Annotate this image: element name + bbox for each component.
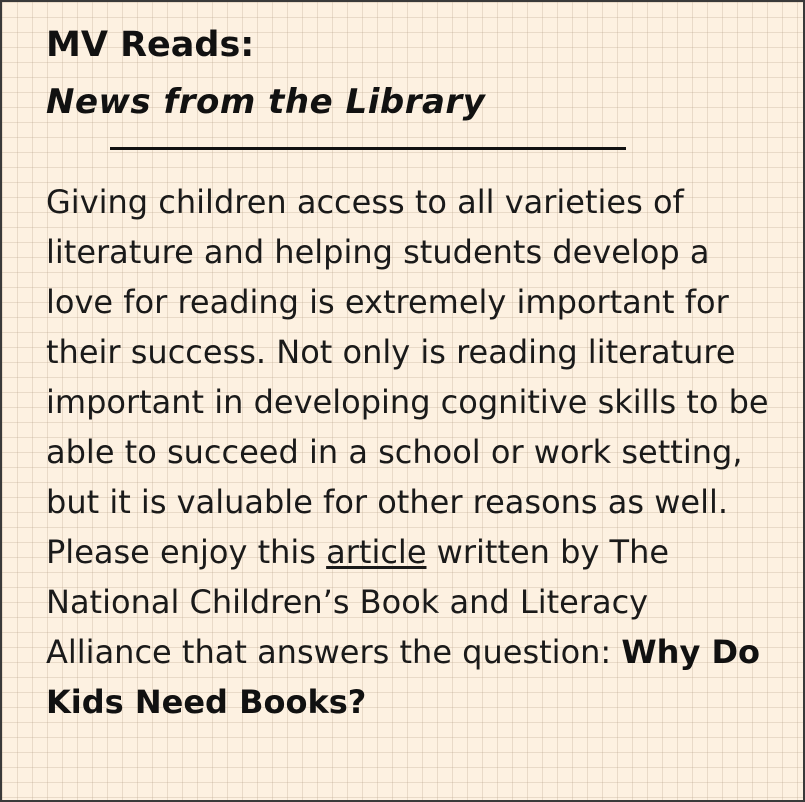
article-question: Why Do Kids Need Books?: [46, 633, 760, 721]
page-subtitle: News from the Library: [46, 82, 486, 122]
article-middle-text: written by The National Children’s Book and Literacy Alliance that answers the question:: [46, 533, 670, 671]
article-link[interactable]: article: [326, 533, 427, 571]
title-divider: [110, 147, 626, 150]
article-paragraph: [46, 177, 781, 727]
article-intro-text: Giving children access to all varieties of literature and helping students develop a love for reading is extremely important for their success. Not only is reading literature important in developing cognitive skills to be able to succeed in a school or work setting, but it is valuable for other reasons as well. Please enjoy this: [46, 183, 769, 571]
page-title: MV Reads:: [46, 25, 255, 65]
